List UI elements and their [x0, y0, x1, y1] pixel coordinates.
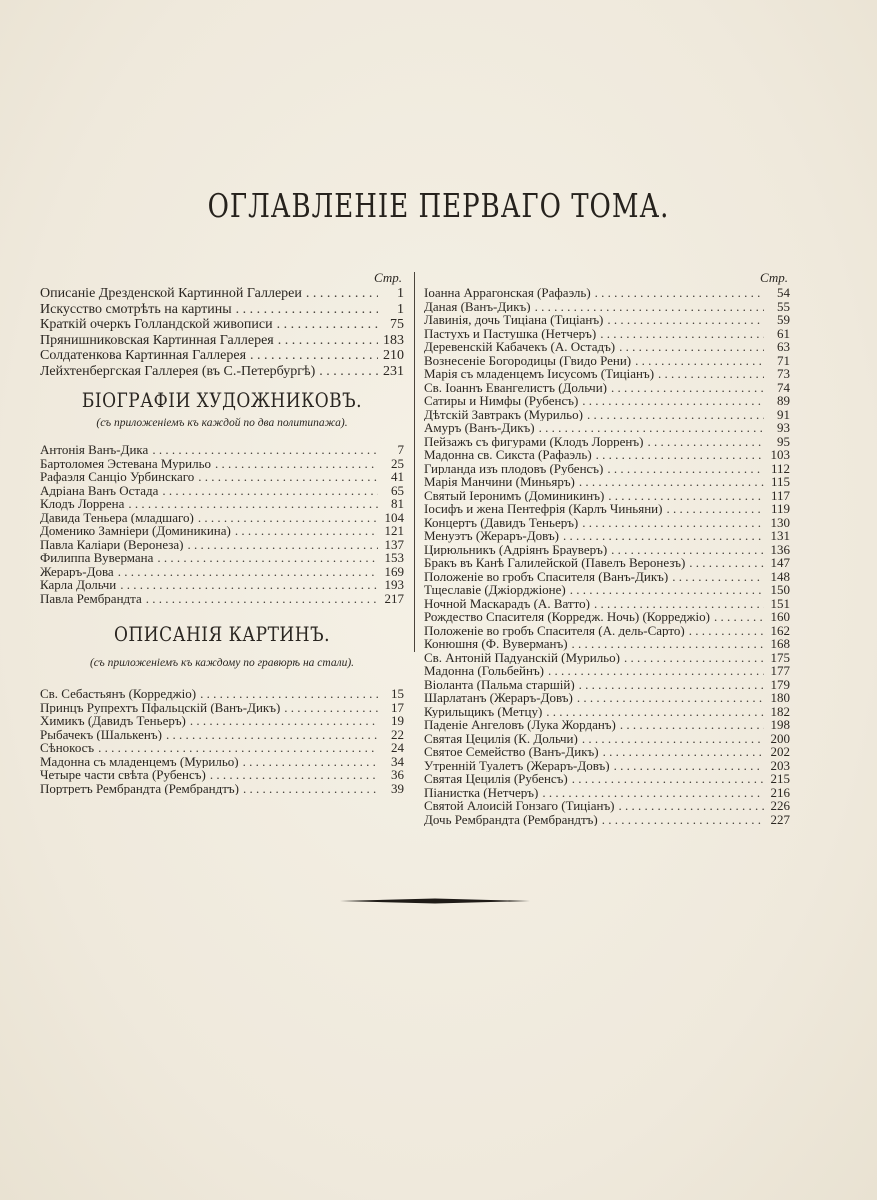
entry-page-number: 231 — [383, 363, 404, 379]
dot-leader — [146, 592, 378, 606]
entry-title: Искусство смотрѣть на картины — [40, 301, 232, 317]
entry-title: Адріана Ванъ Остада — [40, 483, 159, 497]
biographies-subtitle: (съ приложеніемъ къ каждой по два политипажа). — [96, 417, 348, 429]
toc-entry — [40, 714, 404, 728]
entry-title: Святый Іеронимъ (Доминикинъ) — [424, 488, 605, 502]
toc-entry — [424, 408, 790, 422]
entry-title: Піанистка (Нетчеръ) — [424, 785, 539, 799]
toc-entry — [424, 300, 790, 314]
dot-leader — [546, 705, 764, 719]
entry-page-number: 216 — [770, 785, 790, 799]
toc-entry — [40, 286, 404, 302]
dot-leader — [215, 457, 378, 471]
toc-entry — [40, 484, 404, 498]
toc-entry — [40, 333, 404, 349]
left-column — [40, 270, 404, 795]
dot-leader — [620, 718, 764, 732]
entry-page-number: 130 — [770, 515, 790, 529]
entry-title: Шарлатанъ (Жераръ-Довъ) — [424, 691, 573, 705]
entry-title: Солдатенкова Картинная Галлерея — [40, 348, 247, 363]
entry-page-number: 22 — [391, 727, 404, 741]
entry-title: Пастухъ и Пастушка (Нетчеръ) — [424, 326, 597, 340]
entry-page-number: 73 — [777, 367, 790, 381]
entry-title: Описаніе Дрезденской Картинной Галлереи — [40, 286, 302, 301]
dot-leader — [200, 687, 378, 701]
toc-entry — [424, 651, 790, 665]
dot-leader — [607, 313, 764, 327]
entry-title: Пейзажъ съ фигурами (Клодъ Лорренъ) — [424, 434, 644, 448]
entry-page-number: 112 — [770, 461, 790, 475]
entry-page-number: 153 — [384, 551, 404, 565]
dot-leader — [157, 551, 378, 565]
dot-leader — [635, 354, 764, 368]
toc-entry — [424, 745, 790, 759]
toc-entry — [40, 565, 404, 579]
dot-leader — [582, 516, 764, 530]
entry-page-number: 227 — [770, 812, 790, 826]
entry-title: Давида Теньера (младшаго) — [40, 510, 194, 524]
toc-entry — [424, 381, 790, 395]
biographies-heading: БІОГРАФІИ ХУДОЖНИКОВЪ. — [81, 389, 363, 413]
toc-entry — [40, 782, 404, 796]
entry-page-number: 137 — [384, 537, 404, 551]
toc-entry — [424, 421, 790, 435]
page-column-label: Стр. — [374, 270, 402, 285]
dot-leader — [603, 745, 764, 759]
entry-page-number: 59 — [777, 313, 790, 327]
toc-entry — [40, 511, 404, 525]
entry-title: Святая Цецилія (Рубенсъ) — [424, 772, 568, 786]
entry-page-number: 119 — [770, 502, 790, 516]
entry-page-number: 117 — [770, 488, 790, 502]
entry-page-number: 203 — [770, 758, 790, 772]
entry-title: Положеніе во гробъ Спасителя (А. дель-Сарто) — [424, 623, 685, 637]
toc-entry — [424, 772, 790, 786]
entry-page-number: 175 — [770, 650, 790, 664]
entry-title: Вознесеніе Богородицы (Гвидо Рени) — [424, 353, 632, 367]
entry-page-number: 215 — [770, 772, 790, 786]
entry-page-number: 24 — [391, 741, 404, 755]
entry-page-number: 169 — [384, 564, 404, 578]
toc-entry — [40, 578, 404, 592]
dot-leader — [277, 317, 378, 333]
entry-page-number: 89 — [777, 394, 790, 408]
entry-page-number: 103 — [770, 448, 790, 462]
ornament-rule — [340, 898, 530, 904]
entry-title: Гирланда изъ плодовъ (Рубенсъ) — [424, 461, 604, 475]
dot-leader — [278, 333, 378, 349]
toc-entry — [424, 435, 790, 449]
dot-leader — [582, 732, 764, 746]
entry-page-number: 19 — [391, 714, 404, 728]
toc-entry — [424, 394, 790, 408]
dot-leader — [542, 786, 764, 800]
dot-leader — [198, 470, 378, 484]
biographies-list — [40, 443, 404, 605]
entry-title: Рафаэля Санціо Урбинскаго — [40, 470, 195, 484]
entry-page-number: 177 — [770, 664, 790, 678]
toc-entry — [424, 556, 790, 570]
entry-page-number: 121 — [384, 524, 404, 538]
entry-title: Св. Антоній Падуанскій (Мурильо) — [424, 650, 620, 664]
entry-title: Дочь Рембрандта (Рембрандтъ) — [424, 812, 598, 826]
dot-leader — [602, 813, 764, 827]
dot-leader — [187, 538, 378, 552]
toc-entry — [424, 610, 790, 624]
entry-title: Доменико Замніери (Доминикина) — [40, 524, 231, 538]
entry-title: Антонія Ванъ-Дика — [40, 443, 149, 457]
entry-page-number: 217 — [384, 591, 404, 605]
toc-entry — [424, 624, 790, 638]
entry-title: Павла Каліари (Веронеза) — [40, 537, 184, 551]
toc-entry — [424, 489, 790, 503]
dot-leader — [120, 578, 378, 592]
paintings-heading: ОПИСАНІЯ КАРТИНЪ. — [113, 623, 330, 647]
dot-leader — [595, 286, 764, 300]
entry-title: Менуэтъ (Жераръ-Довъ) — [424, 529, 559, 543]
entry-page-number: 1 — [397, 286, 404, 301]
dot-leader — [647, 435, 764, 449]
toc-entry — [424, 475, 790, 489]
entry-title: Ночной Маскарадъ (А. Ватто) — [424, 596, 590, 610]
entry-title: Св. Себастьянъ (Корреджіо) — [40, 687, 197, 701]
entry-page-number: 61 — [777, 326, 790, 340]
entry-title: Паденіе Ангеловъ (Лука Жорданъ) — [424, 718, 616, 732]
entry-page-number: 39 — [391, 781, 404, 795]
toc-entry — [424, 718, 790, 732]
entry-title: Краткій очеркъ Голландской живописи — [40, 317, 273, 332]
entry-page-number: 74 — [777, 380, 790, 394]
toc-entry — [40, 701, 404, 715]
entry-page-number: 54 — [777, 286, 790, 300]
dot-leader — [284, 701, 378, 715]
toc-entry — [424, 462, 790, 476]
entry-title: Дѣтскій Завтракъ (Мурильо) — [424, 407, 583, 421]
toc-entry — [40, 457, 404, 471]
dot-leader — [98, 741, 378, 755]
toc-entry — [40, 592, 404, 606]
entry-page-number: 65 — [391, 483, 404, 497]
toc-entry — [40, 497, 404, 511]
dot-leader — [563, 529, 764, 543]
dot-leader — [619, 340, 764, 354]
dot-leader — [579, 678, 764, 692]
entry-page-number: 160 — [770, 610, 790, 624]
entry-title: Портретъ Рембрандта (Рембрандтъ) — [40, 781, 239, 795]
entry-title: Віоланта (Пальма старшій) — [424, 677, 575, 691]
toc-entry — [40, 741, 404, 755]
toc-entry — [424, 516, 790, 530]
entry-page-number: 148 — [770, 569, 790, 583]
dot-leader — [128, 497, 378, 511]
entry-page-number: 15 — [391, 687, 404, 701]
dot-leader — [306, 286, 378, 302]
dot-leader — [582, 394, 764, 408]
toc-entry — [40, 524, 404, 538]
dot-leader — [572, 637, 764, 651]
entry-title: Сѣнокосъ — [40, 741, 95, 755]
toc-entry — [424, 799, 790, 813]
entry-title: Тщеславіе (Джіорджіоне) — [424, 583, 566, 597]
entry-title: Жераръ-Дова — [40, 564, 114, 578]
toc-entry — [40, 348, 404, 364]
dot-leader — [672, 570, 764, 584]
dot-leader — [611, 381, 764, 395]
entry-page-number: 226 — [770, 799, 790, 813]
entry-title: Іосифъ и жена Пентефрія (Карлъ Чиньяни) — [424, 502, 663, 516]
entry-title: Павла Рембрандта — [40, 591, 142, 605]
toc-entry — [424, 705, 790, 719]
dot-leader — [689, 624, 764, 638]
dot-leader — [243, 755, 378, 769]
toc-entry — [40, 687, 404, 701]
toc-entry — [40, 443, 404, 457]
toc-entry — [424, 732, 790, 746]
dot-leader — [190, 714, 378, 728]
entry-title: Рыбачекъ (Шалькенъ) — [40, 727, 162, 741]
entry-title: Святая Цецилія (К. Дольчи) — [424, 731, 578, 745]
page-title: ОГЛАВЛЕНІЕ ПЕРВАГО ТОМА. — [207, 188, 670, 226]
dot-leader — [579, 475, 764, 489]
toc-entry — [40, 364, 404, 380]
entry-title: Марія Манчини (Миньяръ) — [424, 475, 575, 489]
dot-leader — [611, 543, 764, 557]
toc-entry — [40, 317, 404, 333]
entry-title: Бартоломея Эстевана Мурильо — [40, 456, 211, 470]
entry-title: Іоанна Аррагонская (Рафаэль) — [424, 286, 591, 300]
entry-page-number: 75 — [390, 317, 404, 332]
entry-page-number: 193 — [384, 578, 404, 592]
dot-leader — [539, 421, 764, 435]
dot-leader — [714, 610, 764, 624]
dot-leader — [596, 448, 764, 462]
dot-leader — [577, 691, 764, 705]
entry-page-number: 55 — [777, 299, 790, 313]
toc-entry — [424, 813, 790, 827]
entry-page-number: 210 — [383, 348, 404, 363]
entry-title: Рождество Спасителя (Корредж. Ночь) (Корреджіо) — [424, 610, 710, 624]
toc-entry — [424, 502, 790, 516]
toc-entry — [424, 327, 790, 341]
entry-page-number: 136 — [770, 542, 790, 556]
toc-entry — [424, 678, 790, 692]
dot-leader — [250, 348, 378, 364]
entry-page-number: 168 — [770, 637, 790, 651]
dot-leader — [570, 583, 764, 597]
entry-title: Лавинія, дочь Тиціана (Тиціанъ) — [424, 313, 604, 327]
toc-entry — [424, 354, 790, 368]
entry-page-number: 104 — [384, 510, 404, 524]
entry-page-number: 1 — [397, 301, 404, 317]
dot-leader — [607, 462, 764, 476]
toc-entry — [40, 470, 404, 484]
entry-page-number: 41 — [391, 470, 404, 484]
dot-leader — [600, 327, 764, 341]
toc-entry — [424, 313, 790, 327]
entry-page-number: 198 — [770, 718, 790, 732]
entry-title: Четыре части свѣта (Рубенсъ) — [40, 768, 206, 782]
entry-title: Клодъ Лоррена — [40, 497, 125, 511]
toc-entry — [424, 529, 790, 543]
dot-leader — [619, 799, 765, 813]
entry-title: Карла Дольчи — [40, 578, 117, 592]
toc-entry — [40, 538, 404, 552]
dot-leader — [198, 511, 378, 525]
dot-leader — [118, 565, 378, 579]
toc-entry — [424, 448, 790, 462]
toc-entry — [424, 691, 790, 705]
entry-page-number: 81 — [391, 497, 404, 511]
entry-page-number: 151 — [770, 596, 790, 610]
entry-title: Сатиры и Нимфы (Рубенсъ) — [424, 394, 579, 408]
entry-page-number: 202 — [770, 745, 790, 759]
dot-leader — [152, 443, 378, 457]
dot-leader — [236, 302, 378, 318]
entry-title: Мадонна (Гольбейнъ) — [424, 664, 545, 678]
toc-entry — [424, 367, 790, 381]
dot-leader — [243, 782, 378, 796]
entry-page-number: 25 — [391, 456, 404, 470]
dot-leader — [210, 768, 378, 782]
entry-page-number: 131 — [770, 529, 790, 543]
entry-title: Цирюльникъ (Адріянъ Брауверъ) — [424, 542, 608, 556]
paintings-subtitle: (съ приложеніемъ къ каждому по гравюрѣ на стали). — [89, 657, 355, 669]
right-column — [424, 270, 790, 826]
dot-leader — [689, 556, 764, 570]
dot-leader — [319, 364, 378, 380]
entry-page-number: 182 — [770, 704, 790, 718]
toc-entry — [40, 551, 404, 565]
toc-entry — [40, 768, 404, 782]
entry-page-number: 147 — [770, 556, 790, 570]
toc-entry — [424, 637, 790, 651]
entry-title: Принцъ Рупрехтъ Пфальцскій (Ванъ-Дикъ) — [40, 700, 281, 714]
entry-page-number: 93 — [777, 421, 790, 435]
entry-page-number: 180 — [770, 691, 790, 705]
dot-leader — [235, 524, 378, 538]
entry-title: Конюшня (Ф. Вуверманъ) — [424, 637, 568, 651]
entry-page-number: 150 — [770, 583, 790, 597]
entry-page-number: 91 — [777, 407, 790, 421]
entry-title: Утренній Туалетъ (Жераръ-Довъ) — [424, 758, 610, 772]
entry-title: Положеніе во гробъ Спасителя (Ванъ-Дикъ) — [424, 569, 669, 583]
toc-entry — [424, 286, 790, 300]
toc-entry — [40, 728, 404, 742]
entry-title: Прянишниковская Картинная Галлерея — [40, 332, 274, 348]
entry-title: Концертъ (Давидъ Теньеръ) — [424, 515, 579, 529]
toc-entry — [424, 543, 790, 557]
entry-page-number: 71 — [777, 353, 790, 367]
entry-title: Деревенскій Кабачекъ (А. Остадъ) — [424, 340, 616, 354]
toc-entry — [424, 570, 790, 584]
dot-leader — [594, 597, 764, 611]
column-divider — [414, 272, 415, 652]
dot-leader — [572, 772, 764, 786]
page-column-label-right: Стр. — [760, 270, 788, 285]
entry-title: Мадонна св. Сикста (Рафаэль) — [424, 448, 592, 462]
dot-leader — [587, 408, 764, 422]
entry-title: Амуръ (Ванъ-Дикъ) — [424, 421, 535, 435]
entry-page-number: 34 — [391, 754, 404, 768]
entry-page-number: 95 — [777, 434, 790, 448]
paintings-list — [40, 687, 404, 795]
dot-leader — [548, 664, 764, 678]
entry-title: Марія съ младенцемъ Іисусомъ (Тиціанъ) — [424, 367, 655, 381]
entry-page-number: 183 — [383, 332, 404, 348]
toc-entry — [40, 302, 404, 318]
entry-title: Святой Алоисій Гонзаго (Тиціанъ) — [424, 799, 615, 813]
dot-leader — [166, 728, 378, 742]
toc-entry — [40, 755, 404, 769]
dot-leader — [162, 484, 378, 498]
entry-title: Бракъ въ Канѣ Галилейской (Павелъ Веронезъ) — [424, 556, 686, 570]
entry-page-number: 162 — [770, 623, 790, 637]
entry-title: Даная (Ванъ-Дикъ) — [424, 299, 531, 313]
toc-entry — [424, 597, 790, 611]
entry-page-number: 63 — [777, 340, 790, 354]
entry-page-number: 7 — [397, 443, 404, 457]
entry-page-number: 36 — [391, 768, 404, 782]
entry-page-number: 17 — [391, 700, 404, 714]
dot-leader — [535, 300, 764, 314]
entry-title: Мадонна съ младенцемъ (Мурильо) — [40, 754, 239, 768]
dot-leader — [614, 759, 764, 773]
toc-entry — [424, 583, 790, 597]
dot-leader — [624, 651, 764, 665]
toc-entry — [424, 786, 790, 800]
main-contents-list — [40, 286, 404, 379]
entry-title: Филиппа Вувермана — [40, 551, 154, 565]
entry-page-number: 115 — [770, 475, 790, 489]
toc-entry — [424, 664, 790, 678]
entry-title: Химикъ (Давидъ Теньеръ) — [40, 714, 186, 728]
dot-leader — [666, 502, 764, 516]
entry-title: Св. Іоаннъ Евангелистъ (Дольчи) — [424, 380, 608, 394]
entry-page-number: 179 — [770, 677, 790, 691]
entry-title: Курильщикъ (Метцу) — [424, 704, 543, 718]
entry-page-number: 200 — [770, 731, 790, 745]
entry-title: Лейхтенбергская Галлерея (въ С.-Петербургѣ) — [40, 363, 316, 379]
dot-leader — [658, 367, 764, 381]
toc-entry — [424, 340, 790, 354]
dot-leader — [608, 489, 764, 503]
toc-entry — [424, 759, 790, 773]
entry-title: Святое Семейство (Ванъ-Дикъ) — [424, 745, 599, 759]
paintings-continued-list — [424, 286, 790, 826]
